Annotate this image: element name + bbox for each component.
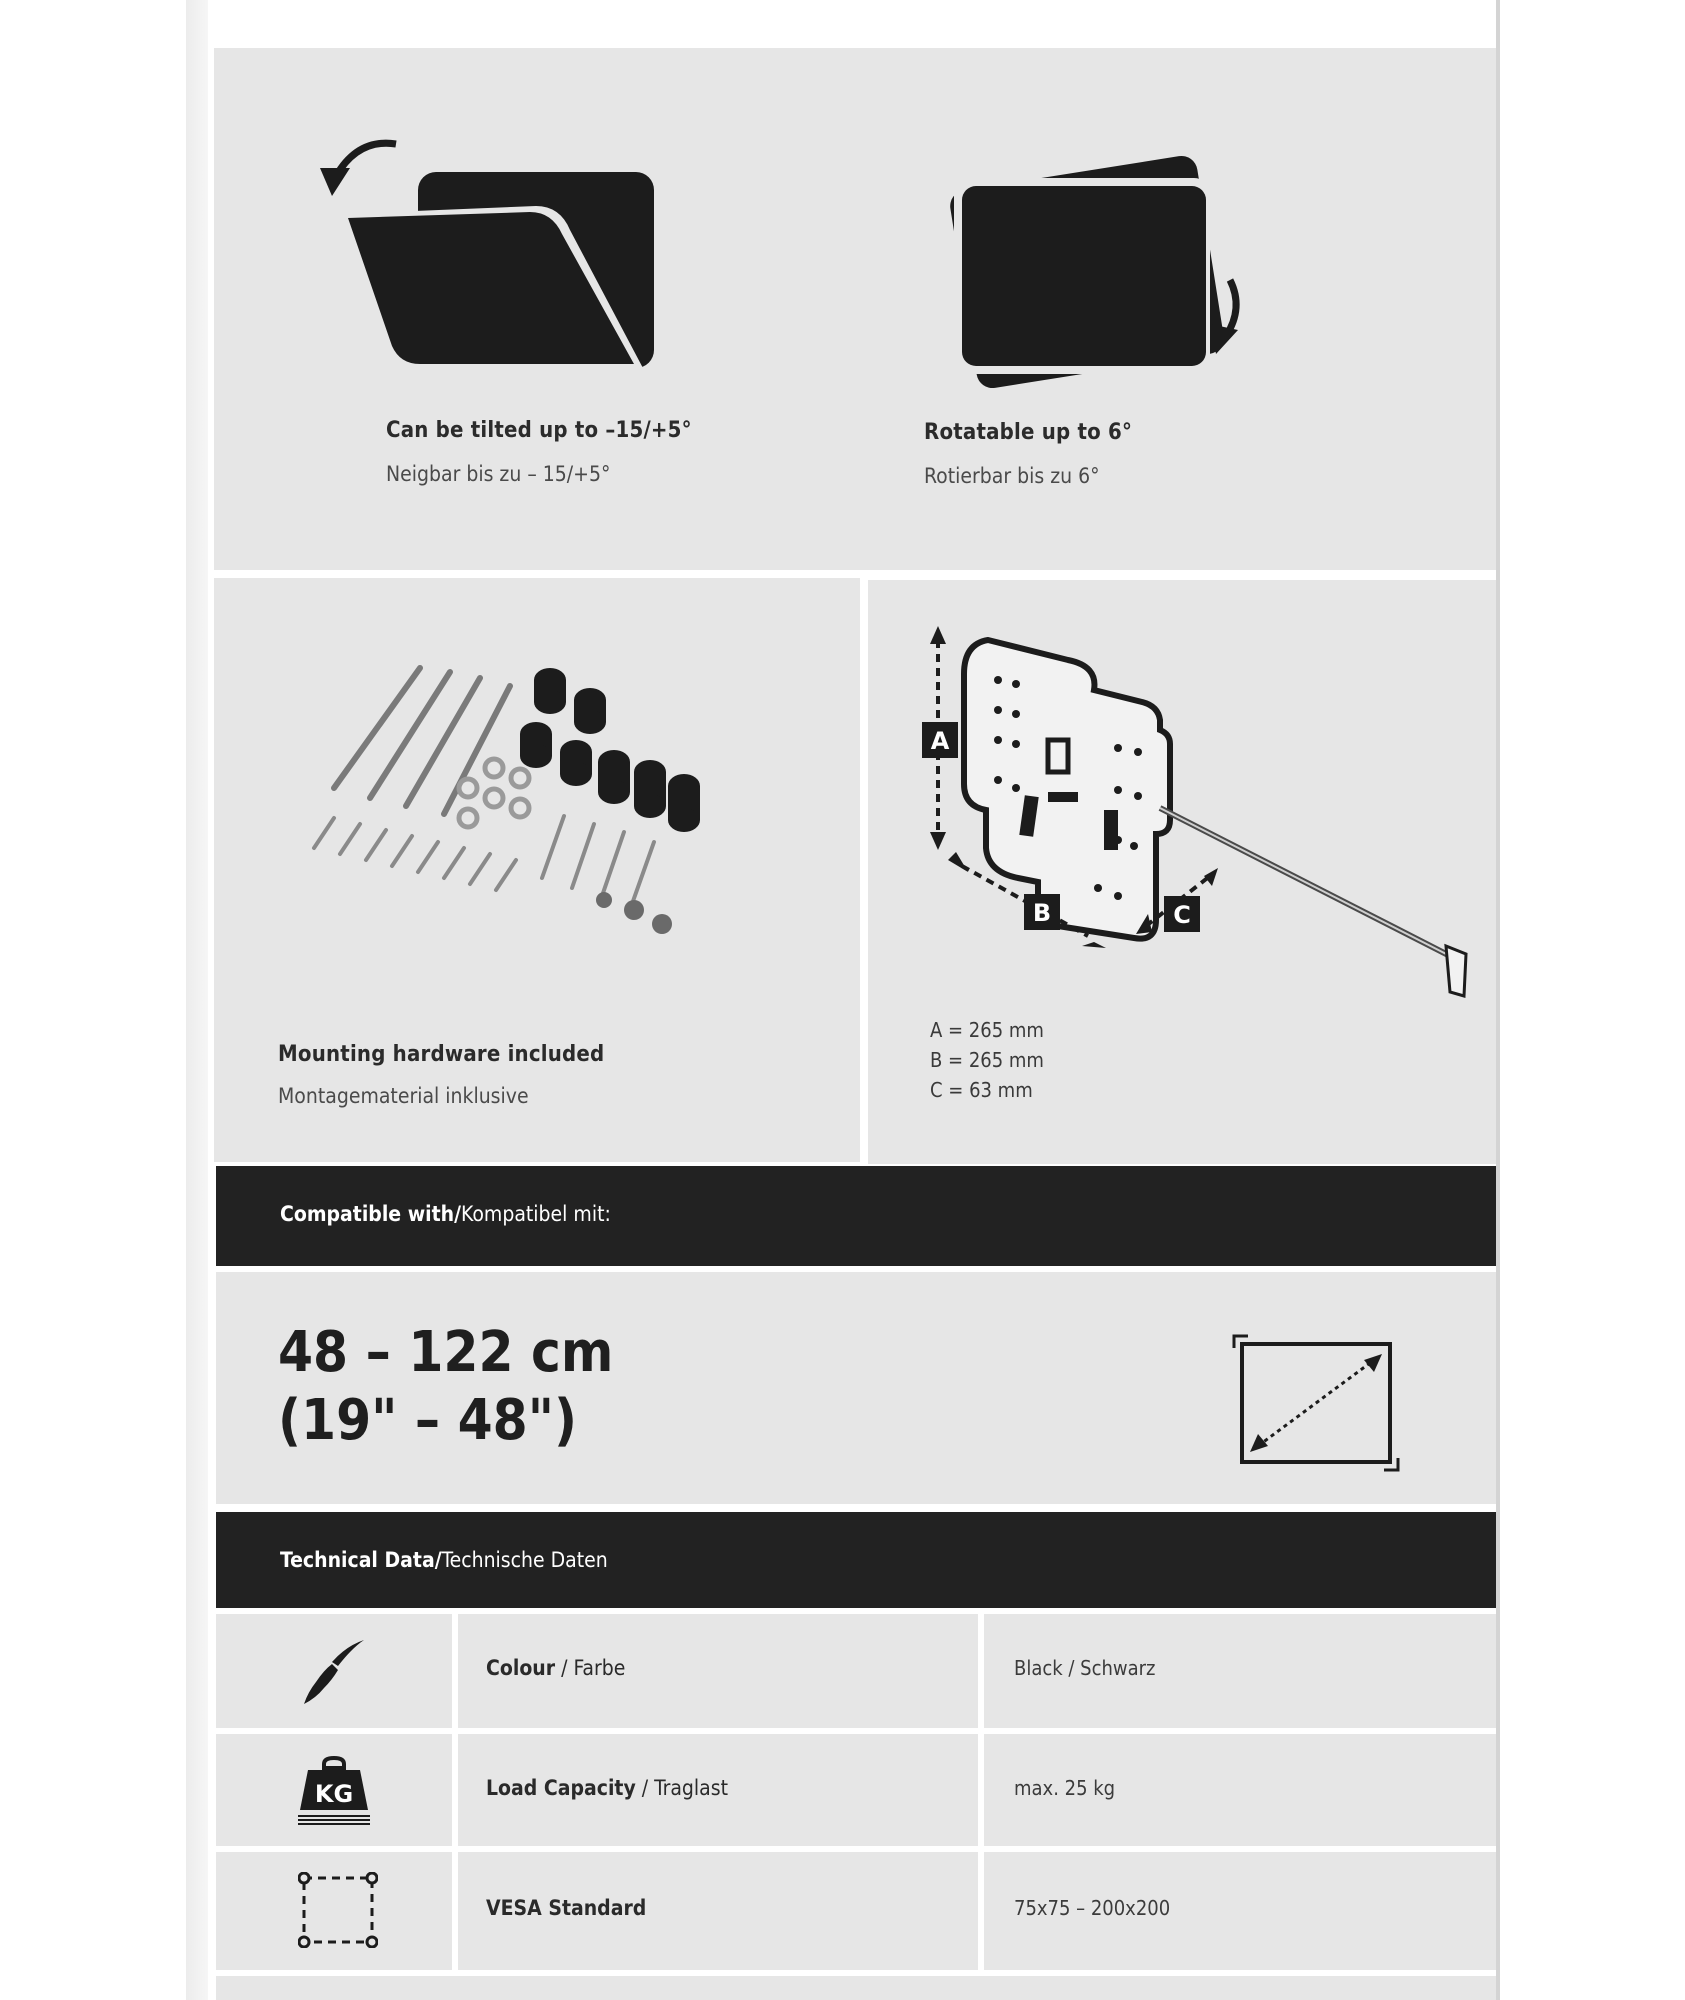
wall-mount-diagram	[898, 620, 1498, 1040]
sheet-right-edge	[1496, 0, 1500, 2000]
colour-label-normal: / Farbe	[561, 1656, 626, 1680]
compatible-heading-normal: Kompatibel mit:	[461, 1202, 611, 1226]
mounting-hardware-icon	[274, 638, 734, 938]
hardware-title: Mounting hardware included	[278, 1042, 605, 1067]
screen-size-panel	[216, 1272, 1500, 1504]
hardware-panel	[214, 578, 860, 1162]
dim-label-b: B	[1032, 899, 1052, 927]
rotate-title: Rotatable up to 6°	[924, 420, 1133, 445]
compatible-heading-sep: /	[454, 1202, 462, 1226]
tech-row-load-value-cell	[984, 1734, 1500, 1846]
colour-label	[486, 1656, 625, 1680]
paintbrush-icon	[302, 1638, 366, 1708]
tech-row-vesa-label-cell	[458, 1852, 978, 1970]
screen-diagonal-icon	[1232, 1334, 1402, 1474]
tech-row-vesa-icon-cell	[216, 1852, 452, 1970]
colour-value: Black / Schwarz	[1014, 1656, 1156, 1680]
dim-label-c: C	[1173, 901, 1191, 929]
weight-kg-text: KG	[314, 1780, 354, 1808]
dimensions-panel	[868, 580, 1500, 1164]
technical-heading-normal: Technische Daten	[441, 1548, 608, 1572]
tech-row-vesa-value-cell	[984, 1852, 1500, 1970]
vesa-label-bold: VESA Standard	[486, 1896, 647, 1920]
colour-label-bold: Colour	[486, 1656, 556, 1680]
technical-heading	[280, 1548, 608, 1572]
load-label	[486, 1776, 728, 1800]
load-label-bold: Load Capacity	[486, 1776, 636, 1800]
size-inch: (19" – 48")	[278, 1388, 578, 1453]
tilt-subtitle: Neigbar bis zu – 15/+5°	[386, 462, 611, 486]
vesa-label	[486, 1896, 646, 1920]
dim-line-b: B = 265 mm	[930, 1048, 1044, 1072]
hardware-subtitle: Montagematerial inklusive	[278, 1084, 529, 1108]
tilt-rotate-panel	[214, 48, 1500, 570]
size-cm: 48 – 122 cm	[278, 1320, 614, 1385]
vesa-pattern-icon	[298, 1872, 378, 1948]
technical-heading-bold: Technical Data	[280, 1548, 435, 1572]
tech-row-colour-label-cell	[458, 1614, 978, 1728]
tech-row-next-partial	[216, 1976, 1500, 2000]
tilt-title: Can be tilted up to –15/+5°	[386, 418, 692, 443]
compatible-heading-bar	[216, 1166, 1500, 1266]
technical-heading-sep: /	[434, 1548, 442, 1572]
dim-line-c: C = 63 mm	[930, 1078, 1033, 1102]
technical-heading-bar	[216, 1512, 1500, 1608]
page-edge-shadow	[186, 0, 208, 2000]
load-label-normal: / Traglast	[641, 1776, 728, 1800]
tech-row-colour-value-cell	[984, 1614, 1500, 1728]
load-value: max. 25 kg	[1014, 1776, 1116, 1800]
product-sheet	[208, 0, 1500, 2000]
dim-label-a: A	[930, 727, 950, 755]
weight-kg-icon	[296, 1756, 372, 1826]
compatible-heading-bold: Compatible with	[280, 1202, 455, 1226]
tilt-icon	[314, 138, 654, 378]
tech-row-load-label-cell	[458, 1734, 978, 1846]
tech-row-colour-icon-cell	[216, 1614, 452, 1728]
vesa-value: 75x75 – 200x200	[1014, 1896, 1171, 1920]
compatible-heading	[280, 1202, 611, 1226]
rotate-subtitle: Rotierbar bis zu 6°	[924, 464, 1100, 488]
rotate-icon	[914, 148, 1254, 398]
tech-row-load-icon-cell	[216, 1734, 452, 1846]
dim-line-a: A = 265 mm	[930, 1018, 1044, 1042]
